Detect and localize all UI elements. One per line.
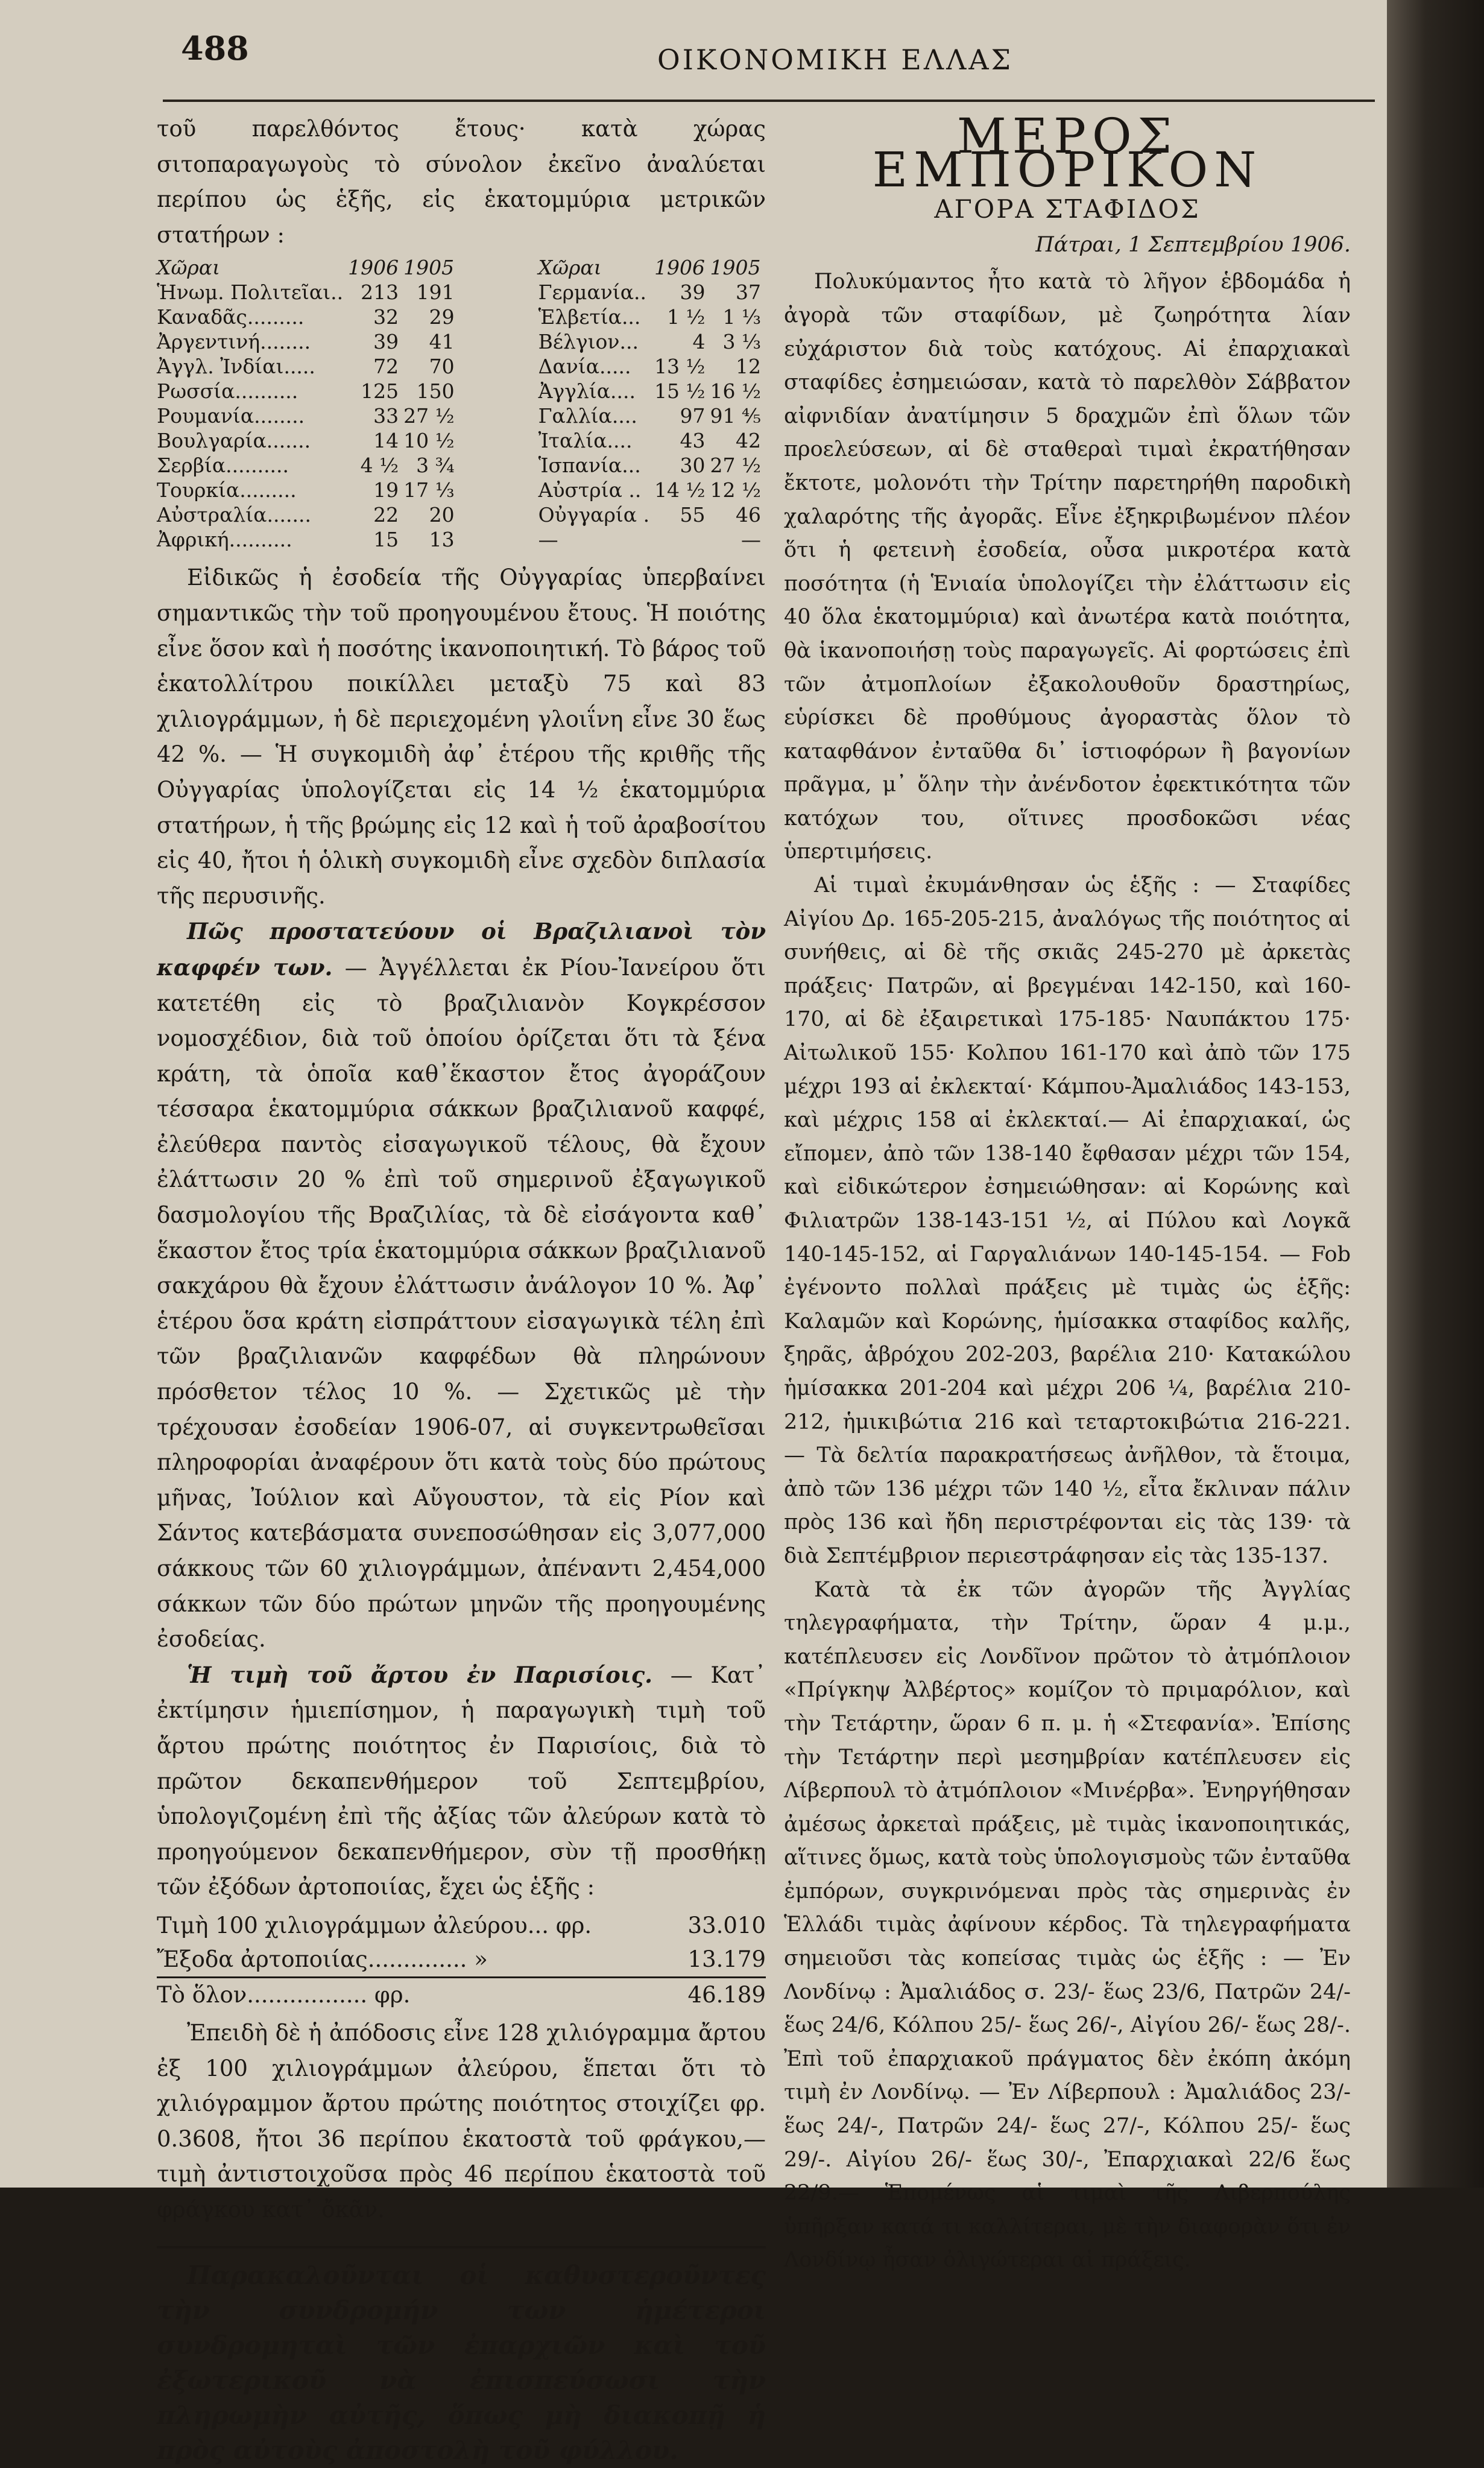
- brazil-coffee-heading: Πῶς προστατεύουν οἱ Βραζιλιανοὶ τὸν καφφέν των.: [157, 918, 766, 981]
- value-cell: 12 ½: [710, 478, 761, 502]
- value-cell: 12: [736, 355, 761, 379]
- country-cell: Ἀφρική..........: [157, 528, 292, 552]
- country-cell: Τουρκία.........: [157, 478, 297, 502]
- column-header: Χῶραι: [157, 256, 221, 280]
- header-rule: [163, 100, 1375, 102]
- table-row: [538, 478, 766, 502]
- market-paragraph-2: Αἱ τιμαὶ ἐκυμάνθησαν ὡς ἑξῆς : — Σταφίδες Αἰγίου Δρ. 165-205-215, ἀναλόγως τῆς ποιότητος αἱ συνήθεις, αἱ δὲ τῆς σκιᾶς 245-270 μὲ ἀρκετὰς πράξεις· Πατρῶν, αἱ βρεγμέναι 142-150, καὶ 160-170, αἱ δὲ ἐξαιρετικαὶ 175-185· Ναυπάκτου 175· Αἰτωλικοῦ 155· Κολπου 161-170 καὶ ἀπὸ τῶν 175 μέχρι 193 αἱ ἐκλεκταί· Κάμπου-Ἀμαλιάδος 143-153, καὶ μέχρις 158 αἱ ἐκλεκταί.— Αἱ ἐπαρχιακαί, ὡς εἴπομεν, ἀπὸ τῶν 138-140 ἔφθασαν μέχρι τῶν 154, καὶ εἰδικώτερον ἐσημειώθησαν: αἱ Κορώνης καὶ Φιλιατρῶν 138-143-151 ½, αἱ Πύλου καὶ Λογκᾶ 140-145-152, αἱ Γαργαλιάνων 140-145-154. — Fob ἐγένοντο πολλαὶ πράξεις μὲ τιμὰς ὡς ἑξῆς: Καλαμῶν καὶ Κορώνης, ἡμίσακκα σταφίδος καλῆς, ξηρᾶς, ἁβρόχου 202-203, βαρέλια 210· Κατακώλου ἡμίσακκα 201-204 καὶ μέχρι 206 ¼, βαρέλια 210-212, ἡμικιβώτια 216 καὶ τεταρτοκιβώτια 216-221. — Τὰ δελτία παρακρατήσεως ἀνῆλθον, τὰ ἕτοιμα, ἀπὸ τῶν 136 μέχρι τῶν 140 ½, εἶτα ἔκλιναν πάλιν πρὸς 136 καὶ ἤδη περιστρέφονται εἰς τὰς 139· τὰ διὰ Σεπτέμβριον περιεστράφησαν εἰς τὰς 135-137.: [784, 873, 1351, 1568]
- value-cell: 22: [373, 503, 399, 527]
- currant-market-heading: ΑΓΟΡΑ ΣΤΑΦΙΔΟΣ: [934, 194, 1201, 224]
- grain-table-a: [157, 255, 459, 552]
- country-cell: Ἱσπανία...: [538, 454, 641, 478]
- dateline: Πάτραι, 1 Σεπτεμβρίου 1906.: [1035, 232, 1351, 257]
- column-header: Χῶραι: [538, 256, 602, 280]
- table-row: [538, 453, 766, 478]
- column-header: 1906: [348, 256, 399, 280]
- bread-cost-calculation: [157, 1909, 766, 2012]
- value-cell: 14: [373, 429, 399, 453]
- column-header: 1906: [654, 256, 706, 280]
- country-cell: Ἑλβετία...: [538, 305, 641, 329]
- value-cell: 213: [361, 280, 399, 305]
- country-cell: Δανία.....: [538, 355, 631, 379]
- bread-price-text: — Κατ᾽ ἐκτίμησιν ἡμιεπίσημον, ἡ παραγωγικὴ τιμὴ τοῦ ἄρτου πρώτης ποιότητος ἐν Παρισίοις, διὰ τὸ πρῶτον δεκαπενθήμερον τοῦ Σεπτεμβρίου, ὑπολογιζομένη ἐπὶ τῆς ἀξίας τῶν ἀλεύρων κατὰ τὸ προηγούμενον δεκαπενθήμερον, σὺν τῇ προσθήκῃ τῶν ἐξόδων ἀρτοποιίας, ἔχει ὡς ἑξῆς :: [157, 1662, 766, 1900]
- table-row: [157, 329, 459, 354]
- value-cell: 125: [361, 379, 399, 403]
- value-cell: 150: [416, 379, 455, 403]
- value-cell: 13: [429, 528, 455, 552]
- table-row: [538, 280, 766, 305]
- table-row: [538, 379, 766, 403]
- value-cell: 43: [680, 429, 706, 453]
- value-cell: 1 ½: [667, 305, 706, 329]
- book-spine-shadow: [1387, 0, 1484, 2188]
- country-cell: Βουλγαρία.......: [157, 429, 311, 453]
- country-cell: Ἀργεντινή........: [157, 330, 311, 354]
- value-cell: 70: [429, 355, 455, 379]
- table-row: [157, 280, 459, 305]
- country-cell: Σερβία..........: [157, 454, 289, 478]
- column-header: 1905: [710, 256, 761, 280]
- brazil-coffee-article: [157, 914, 766, 1657]
- page-number: 488: [181, 29, 249, 68]
- value-cell: 37: [736, 280, 761, 305]
- table-row: [538, 305, 766, 329]
- table-row: [538, 329, 766, 354]
- table-row: [157, 478, 459, 502]
- calc-row-total: [157, 1976, 766, 2012]
- country-cell: —: [538, 528, 558, 552]
- country-cell: Αὐστραλία.......: [157, 503, 311, 527]
- value-cell: 41: [429, 330, 455, 354]
- journal-title: ΟΙΚΟΝΟΜΙΚΗ ΕΛΛΑΣ: [657, 43, 1014, 76]
- value-cell: 33: [373, 404, 399, 428]
- value-cell: 14 ½: [654, 478, 706, 502]
- calc-label: Ἔξοδα ἀρτοποιίας.............. »: [157, 1946, 488, 1972]
- value-cell: 15: [373, 528, 399, 552]
- value-cell: 16 ½: [710, 379, 761, 403]
- value-cell: 46: [736, 503, 761, 527]
- value-cell: 27 ½: [710, 454, 761, 478]
- value-cell: 10 ½: [403, 429, 455, 453]
- market-paragraph-3: Κατὰ τὰ ἐκ τῶν ἀγορῶν τῆς Ἀγγλίας τηλεγραφήματα, τὴν Τρίτην, ὥραν 4 μ.μ., κατέπλευσεν εἰς Λονδῖνον πρῶτον τὸ ἀτμόπλοιον «Πρίγκηψ Ἀλβέρτος» κομίζον τὸ πριμαρόλιον, καὶ τὴν Τετάρτην, ὥραν 6 π. μ. ἡ «Στεφανία». Ἐπίσης τὴν Τετάρτην περὶ μεσημβρίαν κατέπλευσεν εἰς Λίβερπουλ τὸ ἀτμόπλοιον «Μινέρβα». Ἐνηργήθησαν ἀμέσως ἀρκεταὶ πράξεις, μὲ τιμὰς ἱκανοποιητικάς, αἵτινες ὅμως, κατὰ τοὺς ὑπολογισμοὺς τῶν ἐνταῦθα ἐμπόρων, συγκρινόμεναι πρὸς τὰς σημερινὰς ἐν Ἑλλάδι τιμὰς ἀφίνουν κέρδος. Τὰ τηλεγραφήματα σημειοῦσι τὰς κοπείσας τιμὰς ὡς ἑξῆς : — Ἐν Λονδίνῳ : Ἀμαλιάδος σ. 23/- ἕως 23/6, Πατρῶν 24/- ἕως 24/6, Κόλπου 25/- ἕως 26/-, Αἰγίου 26/- ἕως 28/-. Ἐπὶ τοῦ ἐπαρχιακοῦ πράγματος δὲν ἐκόπη ἀκόμη τιμὴ ἐν Λονδίνῳ. — Ἐν Λίβερπουλ : Ἀμαλιάδος 23/- ἕως 24/-, Πατρῶν 24/- ἕως 27/-, Κόλπου 25/- ἕως 29/-. Αἰγίου 26/- ἕως 30/-, Ἐπαρχιακαὶ 22/6 ἕως 22/9.— Ἑπομένως αἱ τιμαὶ τῆς Λιβερπούλης ὑπῆρξαν κατά τι καλλίτεραι, μὲ τὴν διαφορὰν ὅτι ἐν Λονδίνῳ ἦσαν ὀλιγώτεραι αἱ πράξεις.: [784, 1577, 1351, 2273]
- table-row: [538, 354, 766, 379]
- value-cell: 20: [429, 503, 455, 527]
- table-row: [157, 428, 459, 453]
- table-row: [157, 453, 459, 478]
- country-cell: Ρωσσία..........: [157, 379, 298, 403]
- bread-yield-paragraph: Ἐπειδὴ δὲ ἡ ἀπόδοσις εἶνε 128 χιλιόγραμμα ἄρτου ἐξ 100 χιλιογράμμων ἀλεύρου, ἕπεται ὅτι τὸ χιλιόγραμμον ἄρτου πρώτης ποιότητος στοιχίζει φρ. 0.3608, ἤτοι 36 περίπου ἑκατοστὰ τοῦ φράγκου,— τιμὴ ἀντιστοιχοῦσα πρὸς 46 περίπου ἑκατοστὰ τοῦ φράγκου κατ᾽ ὄκᾶν.: [157, 2019, 766, 2223]
- table-row: [157, 379, 459, 403]
- value-cell: 13 ½: [654, 355, 706, 379]
- commercial-section-title: ΜΕΡΟΣ ΕΜΠΟΡΙΚΟΝ: [872, 108, 1263, 198]
- column-header: 1905: [403, 256, 455, 280]
- calc-value: 46.189: [687, 1981, 766, 2008]
- table-row: [157, 403, 459, 428]
- value-cell: 19: [373, 478, 399, 502]
- country-cell: Ἀγγλία....: [538, 379, 636, 403]
- country-cell: Ἡνωμ. Πολιτεῖαι..: [157, 280, 344, 305]
- subscriber-notice: Παρακαλοῦνται οἱ καθυστεροῦντες τὴν συνδρομήν των ἡμέτεροι συνδρομηταὶ τῶν ἐπαρχιῶν καὶ τοῦ ἐξωτερικοῦ νὰ ἐπισπεύσωσι τὴν πληρωμὴν αὐτῆς, ὅπως μὴ διακοπῇ ἡ πρὸς αὐτοὺς ἀποστολὴ τοῦ φύλλου.: [157, 2260, 766, 2465]
- value-cell: 27 ½: [403, 404, 455, 428]
- value-cell: 4 ½: [360, 454, 399, 478]
- country-cell: Ἰταλία....: [538, 429, 633, 453]
- country-cell: Γαλλία....: [538, 404, 637, 428]
- table-row: [157, 305, 459, 329]
- right-column: [784, 108, 1351, 2277]
- bread-price-heading: Ἡ τιμὴ τοῦ ἄρτου ἐν Παρισίοις.: [187, 1661, 653, 1688]
- value-cell: 17 ⅓: [403, 478, 455, 502]
- value-cell: 3 ⅓: [722, 330, 761, 354]
- intro-paragraph: τοῦ παρελθόντος ἔτους· κατὰ χώρας σιτοπαραγωγοὺς τὸ σύνολον ἐκεῖνο ἀναλύεται περίπου ὡς ἑξῆς, εἰς ἑκατομμύρια μετρικῶν στατήρων :: [157, 116, 766, 248]
- value-cell: 39: [373, 330, 399, 354]
- value-cell: 191: [416, 280, 455, 305]
- value-cell: 15 ½: [654, 379, 706, 403]
- table-row: [157, 502, 459, 527]
- value-cell: 55: [680, 503, 706, 527]
- value-cell: 1 ⅓: [722, 305, 761, 329]
- market-paragraph-1: Πολυκύμαντος ἦτο κατὰ τὸ λῆγον ἑβδομάδα ἡ ἀγορὰ τῶν σταφίδων, μὲ ζωηρότητα λίαν εὐχάριστον διὰ τοὺς κατόχους. Αἱ ἐπαρχιακαὶ σταφίδες ἐσημειώσαν, κατὰ τὸ παρελθὸν Σάββατον αἰφνιδίαν ἀνατίμησιν 5 δραχμῶν ἐπὶ ὅλων τῶν προελεύσεων, αἱ δὲ σταθεραὶ τιμαὶ ἐκρατήθησαν ἔκτοτε, μολονότι τὴν Τρίτην παρετηρήθη παροδικὴ χαλαρότης τῆς ἀγορᾶς. Εἶνε ἐξηκριβωμένον πλέον ὅτι ἡ φετεινὴ ἐσοδεία, οὖσα μικροτέρα κατὰ ποσότητα (ἡ Ἑνιαία ὑπολογίζει τὴν ἐλάττωσιν εἰς 40 ὅλα ἑκατομμύρια) καὶ ἀνωτέρα κατὰ ποιότητα, θὰ ἱκανοποιήσῃ τοὺς παραγωγεῖς. Αἱ φορτώσεις ἐπὶ τῶν ἀτμοπλοίων ἐξακολουθοῦν δραστηρίως, εὑρίσκει δὲ προθύμους ἀγοραστὰς ὅλον τὸ καταφθάνον ἐνταῦθα δι᾽ ἱστιοφόρων ἢ βαγονίων πρᾶγμα, μ᾽ ὅλην τὴν ἀνένδοτον ἐφεκτικότητα τῶν κατόχων του, οἵτινες προσδοκῶσι νέας ὑπερτιμήσεις.: [784, 270, 1351, 864]
- value-cell: 39: [680, 280, 706, 305]
- country-cell: Οὐγγαρία .: [538, 503, 650, 527]
- country-cell: Βέλγιον...: [538, 330, 639, 354]
- value-cell: 97: [680, 404, 706, 428]
- value-cell: 4: [692, 330, 706, 354]
- grain-production-tables: [157, 255, 766, 552]
- table-row: [157, 354, 459, 379]
- value-cell: 32: [373, 305, 399, 329]
- country-cell: Γερμανία..: [538, 280, 646, 305]
- country-cell: Ρουμανία........: [157, 404, 305, 428]
- calc-row-flour: [157, 1909, 766, 1943]
- value-cell: 72: [373, 355, 399, 379]
- value-cell: 91 ⅘: [710, 404, 761, 428]
- hungary-paragraph: Εἰδικῶς ἡ ἐσοδεία τῆς Οὐγγαρίας ὑπερβαίνει σημαντικῶς τὴν τοῦ προηγουμένου ἔτους. Ἡ ποιότης εἶνε ὅσον καὶ ἡ ποσότης ἱκανοποιητική. Τὸ βάρος τοῦ ἑκατολλίτρου ποικίλλει μεταξὺ 75 καὶ 83 χιλιογράμμων, ἡ δὲ περιεχομένη γλοιΐνη εἶνε 30 ἕως 42 %. — Ἡ συγκομιδὴ ἀφ᾽ ἑτέρου τῆς κριθῆς τῆς Οὐγγαρίας ὑπολογίζεται εἰς 14 ½ ἑκατομμύρια στατήρων, ἡ τῆς βρώμης εἰς 12 καὶ ἡ τοῦ ἀραβοσίτου εἰς 40, ἤτοι ἡ ὁλικὴ συγκομιδὴ εἶνε σχεδὸν διπλασία τῆς περυσινῆς.: [157, 565, 766, 909]
- country-cell: Καναδᾶς.........: [157, 305, 305, 329]
- brazil-coffee-text: — Ἀγγέλλεται ἐκ Ρίου-Ἰανείρου ὅτι κατετέθη εἰς τὸ βραζιλιανὸν Κογκρέσσον νομοσχέδιον, διὰ τοῦ ὁποίου ὁρίζεται ὅτι τὰ ξένα κράτη, τὰ ὁποῖα καθ᾽ἕκαστον ἔτος ἀγοράζουν τέσσαρα ἑκατομμύρια σάκκων βραζιλιανοῦ καφφέ, ἐλεύθερα παντὸς εἰσαγωγικοῦ τέλους, θὰ ἔχουν ἐλάττωσιν 20 % ἐπὶ τοῦ σημερινοῦ ἐξαγωγικοῦ δασμολογίου τῆς Βραζιλίας, τὰ δὲ εἰσάγοντα καθ᾽ ἕκαστον ἔτος τρία ἑκατομμύρια σάκκων βραζιλιανοῦ σακχάρου θὰ ἔχουν ἐλάττωσιν ἀνάλογον 10 %. Ἀφ᾽ ἑτέρου ὅσα κράτη εἰσπράττουν εἰσαγωγικὰ τέλη ἐπὶ τῶν βραζιλιανῶν καφφέδων θὰ πληρώνουν πρόσθετον τέλος 10 %. — Σχετικῶς μὲ τὴν τρέχουσαν ἐσοδείαν 1906-07, αἱ συγκεντρωθεῖσαι πληροφορίαι ἀναφέρουν ὅτι κατὰ τοὺς δύο πρώτους μῆνας, Ἰούλιον καὶ Αὔγουστον, τὰ εἰς Ρίον καὶ Σάντος κατεβάσματα συνεποσώθησαν εἰς 3,077,000 σάκκους τῶν 60 χιλιογράμμων, ἀπέναντι 2,454,000 σάκκων τῶν δύο πρώτων μηνῶν τῆς προηγουμένης ἐσοδείας.: [157, 954, 766, 1653]
- table-row: [538, 403, 766, 428]
- table-row: [538, 527, 766, 552]
- value-cell: 29: [429, 305, 455, 329]
- notice-rule: [157, 2246, 766, 2248]
- country-cell: Αὐστρία ..: [538, 478, 642, 502]
- table-row: [538, 502, 766, 527]
- calc-value: 33.010: [687, 1912, 766, 1938]
- value-cell: 30: [680, 454, 706, 478]
- value-cell: —: [741, 528, 761, 552]
- table-header: [157, 255, 459, 280]
- calc-row-costs: [157, 1943, 766, 1976]
- grain-table-b: [538, 255, 766, 552]
- value-cell: 3 ¾: [416, 454, 455, 478]
- bread-price-article: [157, 1657, 766, 1905]
- country-cell: Ἀγγλ. Ἰνδίαι.....: [157, 355, 315, 379]
- calc-label: Τιμὴ 100 χιλιογράμμων ἀλεύρου... φρ.: [157, 1912, 592, 1938]
- value-cell: 42: [736, 429, 761, 453]
- table-row: [157, 527, 459, 552]
- table-header: [538, 255, 766, 280]
- left-column: [157, 112, 766, 2468]
- calc-label: Τὸ ὅλον................. φρ.: [157, 1981, 411, 2008]
- table-row: [538, 428, 766, 453]
- value-cell: [654, 527, 710, 552]
- calc-value: 13.179: [687, 1946, 766, 1972]
